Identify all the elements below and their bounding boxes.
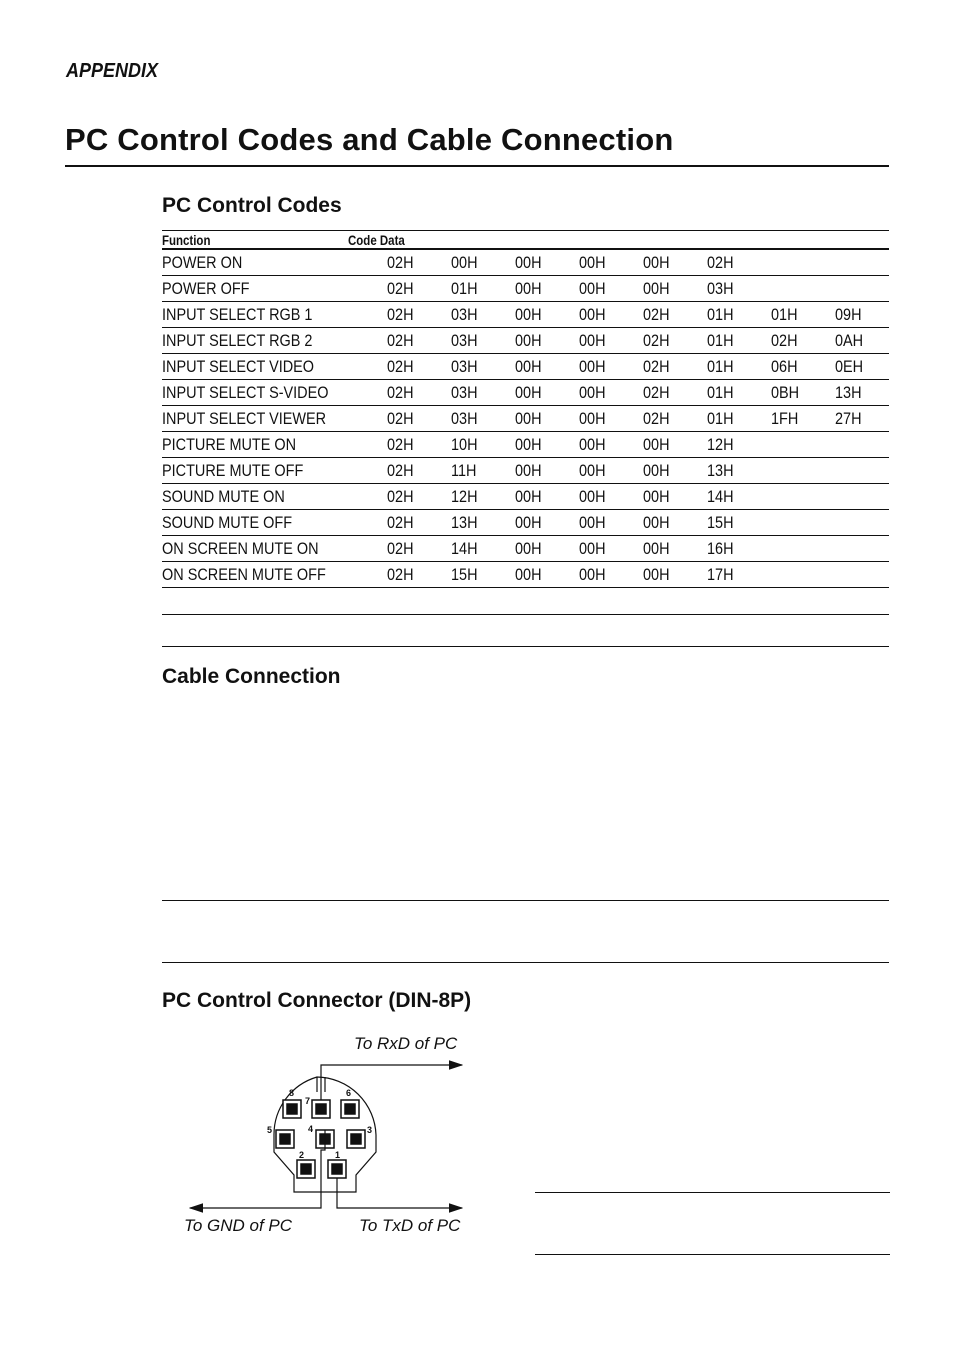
code-cell: 02H	[387, 406, 451, 432]
code-cell: 0AH	[835, 328, 889, 354]
code-cell: 00H	[515, 328, 579, 354]
function-cell: ON SCREEN MUTE ON	[162, 536, 387, 562]
code-cell: 01H	[771, 302, 835, 328]
code-cell: 02H	[643, 302, 707, 328]
code-cell: 00H	[579, 380, 643, 406]
table-row	[162, 302, 889, 328]
table-row	[162, 562, 889, 588]
control-codes-table	[162, 230, 889, 588]
code-cell: 02H	[387, 510, 451, 536]
code-cell: 00H	[643, 249, 707, 276]
pin-number: 8	[289, 1088, 295, 1098]
table-row	[162, 432, 889, 458]
table-row	[162, 510, 889, 536]
code-cell	[771, 458, 835, 484]
code-cell: 13H	[451, 510, 515, 536]
code-cell: 15H	[707, 510, 771, 536]
code-cell: 00H	[579, 354, 643, 380]
code-cell: 00H	[643, 276, 707, 302]
title-rule	[65, 165, 889, 167]
code-cell	[835, 484, 889, 510]
code-cell: 10H	[451, 432, 515, 458]
code-cell: 14H	[707, 484, 771, 510]
code-cell: 00H	[515, 354, 579, 380]
code-cell	[835, 510, 889, 536]
code-cell: 13H	[835, 380, 889, 406]
connector-heading: PC Control Connector (DIN-8P)	[162, 989, 472, 1012]
code-cell: 01H	[707, 328, 771, 354]
code-cell	[835, 432, 889, 458]
divider	[162, 900, 889, 901]
rxd-label: To RxD of PC	[354, 1034, 458, 1053]
table-row	[162, 406, 889, 432]
code-cell	[835, 536, 889, 562]
code-cell: 01H	[707, 302, 771, 328]
function-cell: ON SCREEN MUTE OFF	[162, 562, 387, 588]
code-cell: 15H	[451, 562, 515, 588]
code-cell: 0BH	[771, 380, 835, 406]
code-cell: 00H	[643, 510, 707, 536]
gnd-label: To GND of PC	[184, 1216, 293, 1235]
function-cell: PICTURE MUTE OFF	[162, 458, 387, 484]
table-row	[162, 328, 889, 354]
pin-number: 7	[305, 1096, 311, 1106]
code-cell: 02H	[387, 458, 451, 484]
function-cell: POWER ON	[162, 249, 387, 276]
code-cell: 01H	[451, 276, 515, 302]
code-cell: 02H	[387, 380, 451, 406]
divider	[535, 1254, 890, 1255]
pin-number: 2	[299, 1150, 305, 1160]
code-cell: 03H	[451, 406, 515, 432]
code-cell	[835, 249, 889, 276]
appendix-label: APPENDIX	[66, 60, 159, 82]
page-title: PC Control Codes and Cable Connection	[65, 122, 674, 157]
code-cell: 00H	[579, 432, 643, 458]
code-cell: 13H	[707, 458, 771, 484]
code-cell: 00H	[515, 406, 579, 432]
code-cell: 02H	[387, 302, 451, 328]
code-cell: 02H	[707, 249, 771, 276]
code-cell: 02H	[387, 432, 451, 458]
table-row	[162, 536, 889, 562]
code-cell: 02H	[643, 406, 707, 432]
code-cell: 09H	[835, 302, 889, 328]
function-cell: INPUT SELECT VIDEO	[162, 354, 387, 380]
code-cell: 00H	[515, 484, 579, 510]
code-cell	[771, 536, 835, 562]
pin-number: 4	[308, 1124, 314, 1134]
divider	[162, 614, 889, 615]
code-cell: 00H	[643, 432, 707, 458]
pin-number: 1	[335, 1150, 341, 1160]
code-cell: 00H	[515, 510, 579, 536]
function-cell: POWER OFF	[162, 276, 387, 302]
code-cell: 03H	[707, 276, 771, 302]
code-cell: 03H	[451, 328, 515, 354]
connector-svg	[170, 1030, 490, 1245]
code-cell: 03H	[451, 354, 515, 380]
code-cell	[835, 458, 889, 484]
code-cell: 00H	[515, 536, 579, 562]
code-cell: 01H	[707, 380, 771, 406]
function-cell: INPUT SELECT RGB 2	[162, 328, 387, 354]
code-cell	[835, 276, 889, 302]
code-cell: 02H	[643, 328, 707, 354]
pin-number: 3	[367, 1125, 373, 1135]
table-row	[162, 380, 889, 406]
code-cell: 02H	[387, 484, 451, 510]
code-cell: 02H	[643, 354, 707, 380]
code-cell: 01H	[707, 406, 771, 432]
code-cell: 00H	[579, 249, 643, 276]
txd-label: To TxD of PC	[359, 1216, 461, 1235]
code-cell: 16H	[707, 536, 771, 562]
codes-heading: PC Control Codes	[162, 194, 342, 217]
code-cell: 12H	[451, 484, 515, 510]
code-cell: 00H	[643, 458, 707, 484]
code-cell: 00H	[515, 432, 579, 458]
code-cell	[771, 249, 835, 276]
code-cell	[771, 484, 835, 510]
code-cell	[835, 562, 889, 588]
code-cell: 00H	[643, 562, 707, 588]
code-cell: 11H	[451, 458, 515, 484]
code-cell: 00H	[451, 249, 515, 276]
code-cell: 02H	[387, 562, 451, 588]
divider	[162, 962, 889, 963]
code-cell: 00H	[579, 302, 643, 328]
table-row	[162, 354, 889, 380]
code-cell: 02H	[643, 380, 707, 406]
din-8p-connector-diagram	[170, 1030, 490, 1245]
code-cell: 03H	[451, 302, 515, 328]
code-cell: 00H	[515, 380, 579, 406]
code-cell: 00H	[643, 484, 707, 510]
function-cell: INPUT SELECT VIEWER	[162, 406, 387, 432]
code-cell: 01H	[707, 354, 771, 380]
code-cell: 00H	[643, 536, 707, 562]
code-cell: 02H	[771, 328, 835, 354]
code-cell: 00H	[515, 458, 579, 484]
code-cell: 00H	[579, 406, 643, 432]
divider	[162, 646, 889, 647]
code-cell: 02H	[387, 328, 451, 354]
code-cell	[771, 562, 835, 588]
code-cell: 00H	[579, 458, 643, 484]
function-cell: SOUND MUTE ON	[162, 484, 387, 510]
table-row	[162, 249, 889, 276]
code-cell: 02H	[387, 354, 451, 380]
code-cell: 12H	[707, 432, 771, 458]
code-cell: 03H	[451, 380, 515, 406]
pin-number: 5	[267, 1125, 273, 1135]
code-cell: 00H	[579, 328, 643, 354]
code-cell: 14H	[451, 536, 515, 562]
code-cell: 00H	[579, 510, 643, 536]
pin-number: 6	[346, 1088, 352, 1098]
code-cell: 00H	[579, 562, 643, 588]
cable-connection-heading: Cable Connection	[162, 665, 341, 688]
function-cell: INPUT SELECT S-VIDEO	[162, 380, 387, 406]
code-cell: 02H	[387, 536, 451, 562]
code-cell: 00H	[579, 484, 643, 510]
code-cell: 00H	[515, 249, 579, 276]
code-cell: 00H	[515, 302, 579, 328]
code-cell	[771, 510, 835, 536]
table-row	[162, 484, 889, 510]
table-header-row	[162, 231, 889, 250]
code-cell: 06H	[771, 354, 835, 380]
function-cell: SOUND MUTE OFF	[162, 510, 387, 536]
code-cell: 27H	[835, 406, 889, 432]
code-cell: 0EH	[835, 354, 889, 380]
function-cell: PICTURE MUTE ON	[162, 432, 387, 458]
divider	[535, 1192, 890, 1193]
code-cell	[771, 276, 835, 302]
code-cell: 00H	[515, 562, 579, 588]
table-row	[162, 458, 889, 484]
function-cell: INPUT SELECT RGB 1	[162, 302, 387, 328]
code-cell: 00H	[579, 276, 643, 302]
code-cell: 1FH	[771, 406, 835, 432]
column-header-function: Function	[162, 231, 387, 250]
code-cell: 00H	[579, 536, 643, 562]
code-cell	[771, 432, 835, 458]
table-row	[162, 276, 889, 302]
column-header-code-data: Code Data	[387, 231, 889, 250]
code-cell: 17H	[707, 562, 771, 588]
code-cell: 02H	[387, 276, 451, 302]
code-cell: 02H	[387, 249, 451, 276]
code-cell: 00H	[515, 276, 579, 302]
